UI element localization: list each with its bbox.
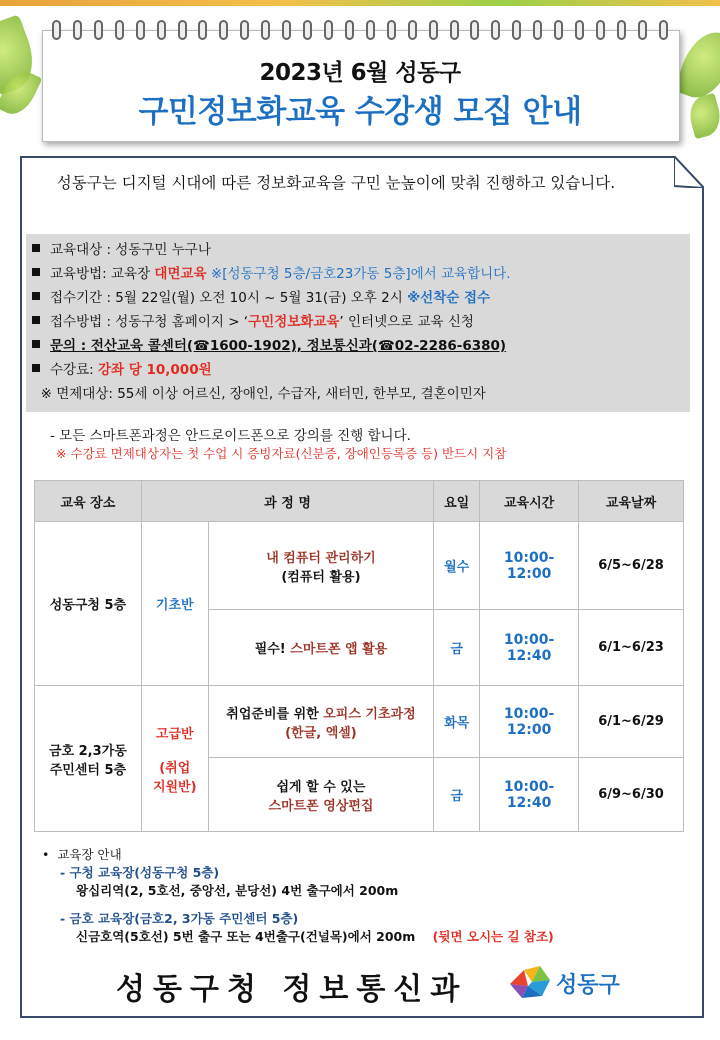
th-time: 교육시간 — [480, 481, 579, 522]
time-cell: 10:00- 12:00 — [480, 522, 579, 610]
location-guide — [42, 846, 554, 946]
info-method: 교육방법: 교육장 대면교육 ※[성동구청 5층/금호23가동 5층]에서 교육합니다. — [32, 262, 688, 286]
level-cell: 고급반 (취업 지원반) — [141, 686, 208, 832]
location-2-desc: 신금호역(5호선) 5번 출구 또는 4번출구(건널목)에서 200m (뒷면 오시는 길 참조) — [76, 929, 554, 944]
th-course: 과 정 명 — [141, 481, 433, 522]
leaf-decoration-right-2 — [685, 93, 720, 139]
info-apply: 접수방법 : 성동구청 홈페이지 > ‘구민정보화교육’ 인터넷으로 교육 신청 — [32, 310, 688, 334]
info-exemption: ※ 면제대상: 55세 이상 어르신, 장애인, 수급자, 새터민, 한부모, 결혼이민자 — [40, 386, 486, 402]
day-cell: 화목 — [434, 686, 480, 758]
info-list — [32, 238, 688, 406]
th-date: 교육날짜 — [579, 481, 684, 522]
time-cell: 10:00- 12:40 — [480, 610, 579, 686]
course-cell: 쉽게 할 수 있는 스마트폰 영상편집 — [208, 758, 434, 832]
time-cell: 10:00- 12:40 — [480, 758, 579, 832]
info-contact: 문의 : 전산교육 콜센터(☎1600-1902), 정보통신과(☎02-2286-6380) — [32, 334, 688, 358]
th-location: 교육 장소 — [35, 481, 142, 522]
location-1-title: - 구청 교육장(성동구청 5층) — [60, 865, 220, 880]
footer-department: 성동구청 정보통신과 — [116, 972, 468, 1007]
seongdong-logo-icon — [506, 962, 554, 1002]
date-cell: 6/9~6/30 — [579, 758, 684, 832]
note-exemption-proof: ※ 수강료 면제대상자는 첫 수업 시 증빙자료(신분증, 장애인등록증 등) 반드시 지참 — [56, 446, 507, 461]
course-cell: 취업준비를 위한 오피스 기초과정 (한글, 엑셀) — [208, 686, 434, 758]
date-cell: 6/1~6/29 — [579, 686, 684, 758]
note-android: - 모든 스마트폰과정은 안드로이드폰으로 강의를 진행 합니다. — [50, 428, 411, 444]
course-cell: 필수! 스마트폰 앱 활용 — [208, 610, 434, 686]
footer-logo-text: 성동구 — [556, 973, 620, 998]
notepad-rings — [52, 20, 668, 42]
day-cell: 월수 — [434, 522, 480, 610]
location-guide-title: • 교육장 안내 — [42, 847, 122, 862]
info-fee: 수강료: 강좌 당 10,000원 — [32, 358, 688, 382]
location-cell: 금호 2,3가동 주민센터 5층 — [35, 686, 142, 832]
info-target: 교육대상 : 성동구민 누구나 — [32, 238, 688, 262]
top-color-stripe — [0, 0, 720, 6]
location-1-desc: 왕십리역(2, 5호선, 중앙선, 분당선) 4번 출구에서 200m — [76, 883, 399, 898]
course-table — [34, 480, 684, 832]
location-2-title: - 금호 교육장(금호2, 3가동 주민센터 5층) — [60, 911, 299, 926]
info-period: 접수기간 : 5월 22일(월) 오전 10시 ~ 5월 31(금) 오후 2시 ※선착순 접수 — [32, 286, 688, 310]
location-cell: 성동구청 5층 — [35, 522, 142, 686]
date-cell: 6/1~6/23 — [579, 610, 684, 686]
table-row — [35, 686, 684, 758]
th-day: 요일 — [434, 481, 480, 522]
course-cell: 내 컴퓨터 관리하기 (컴퓨터 활용) — [208, 522, 434, 610]
intro-text: 성동구는 디지털 시대에 따른 정보화교육을 구민 눈높이에 맞춰 진행하고 있습니다. — [56, 174, 616, 192]
table-header-row — [35, 481, 684, 522]
table-row — [35, 522, 684, 610]
header-main-title: 구민정보화교육 수강생 모집 안내 — [138, 94, 582, 130]
day-cell: 금 — [434, 610, 480, 686]
level-cell: 기초반 — [141, 522, 208, 686]
header-year-title: 2023년 6월 성동구 — [259, 60, 461, 86]
day-cell: 금 — [434, 758, 480, 832]
time-cell: 10:00- 12:00 — [480, 686, 579, 758]
date-cell: 6/5~6/28 — [579, 522, 684, 610]
